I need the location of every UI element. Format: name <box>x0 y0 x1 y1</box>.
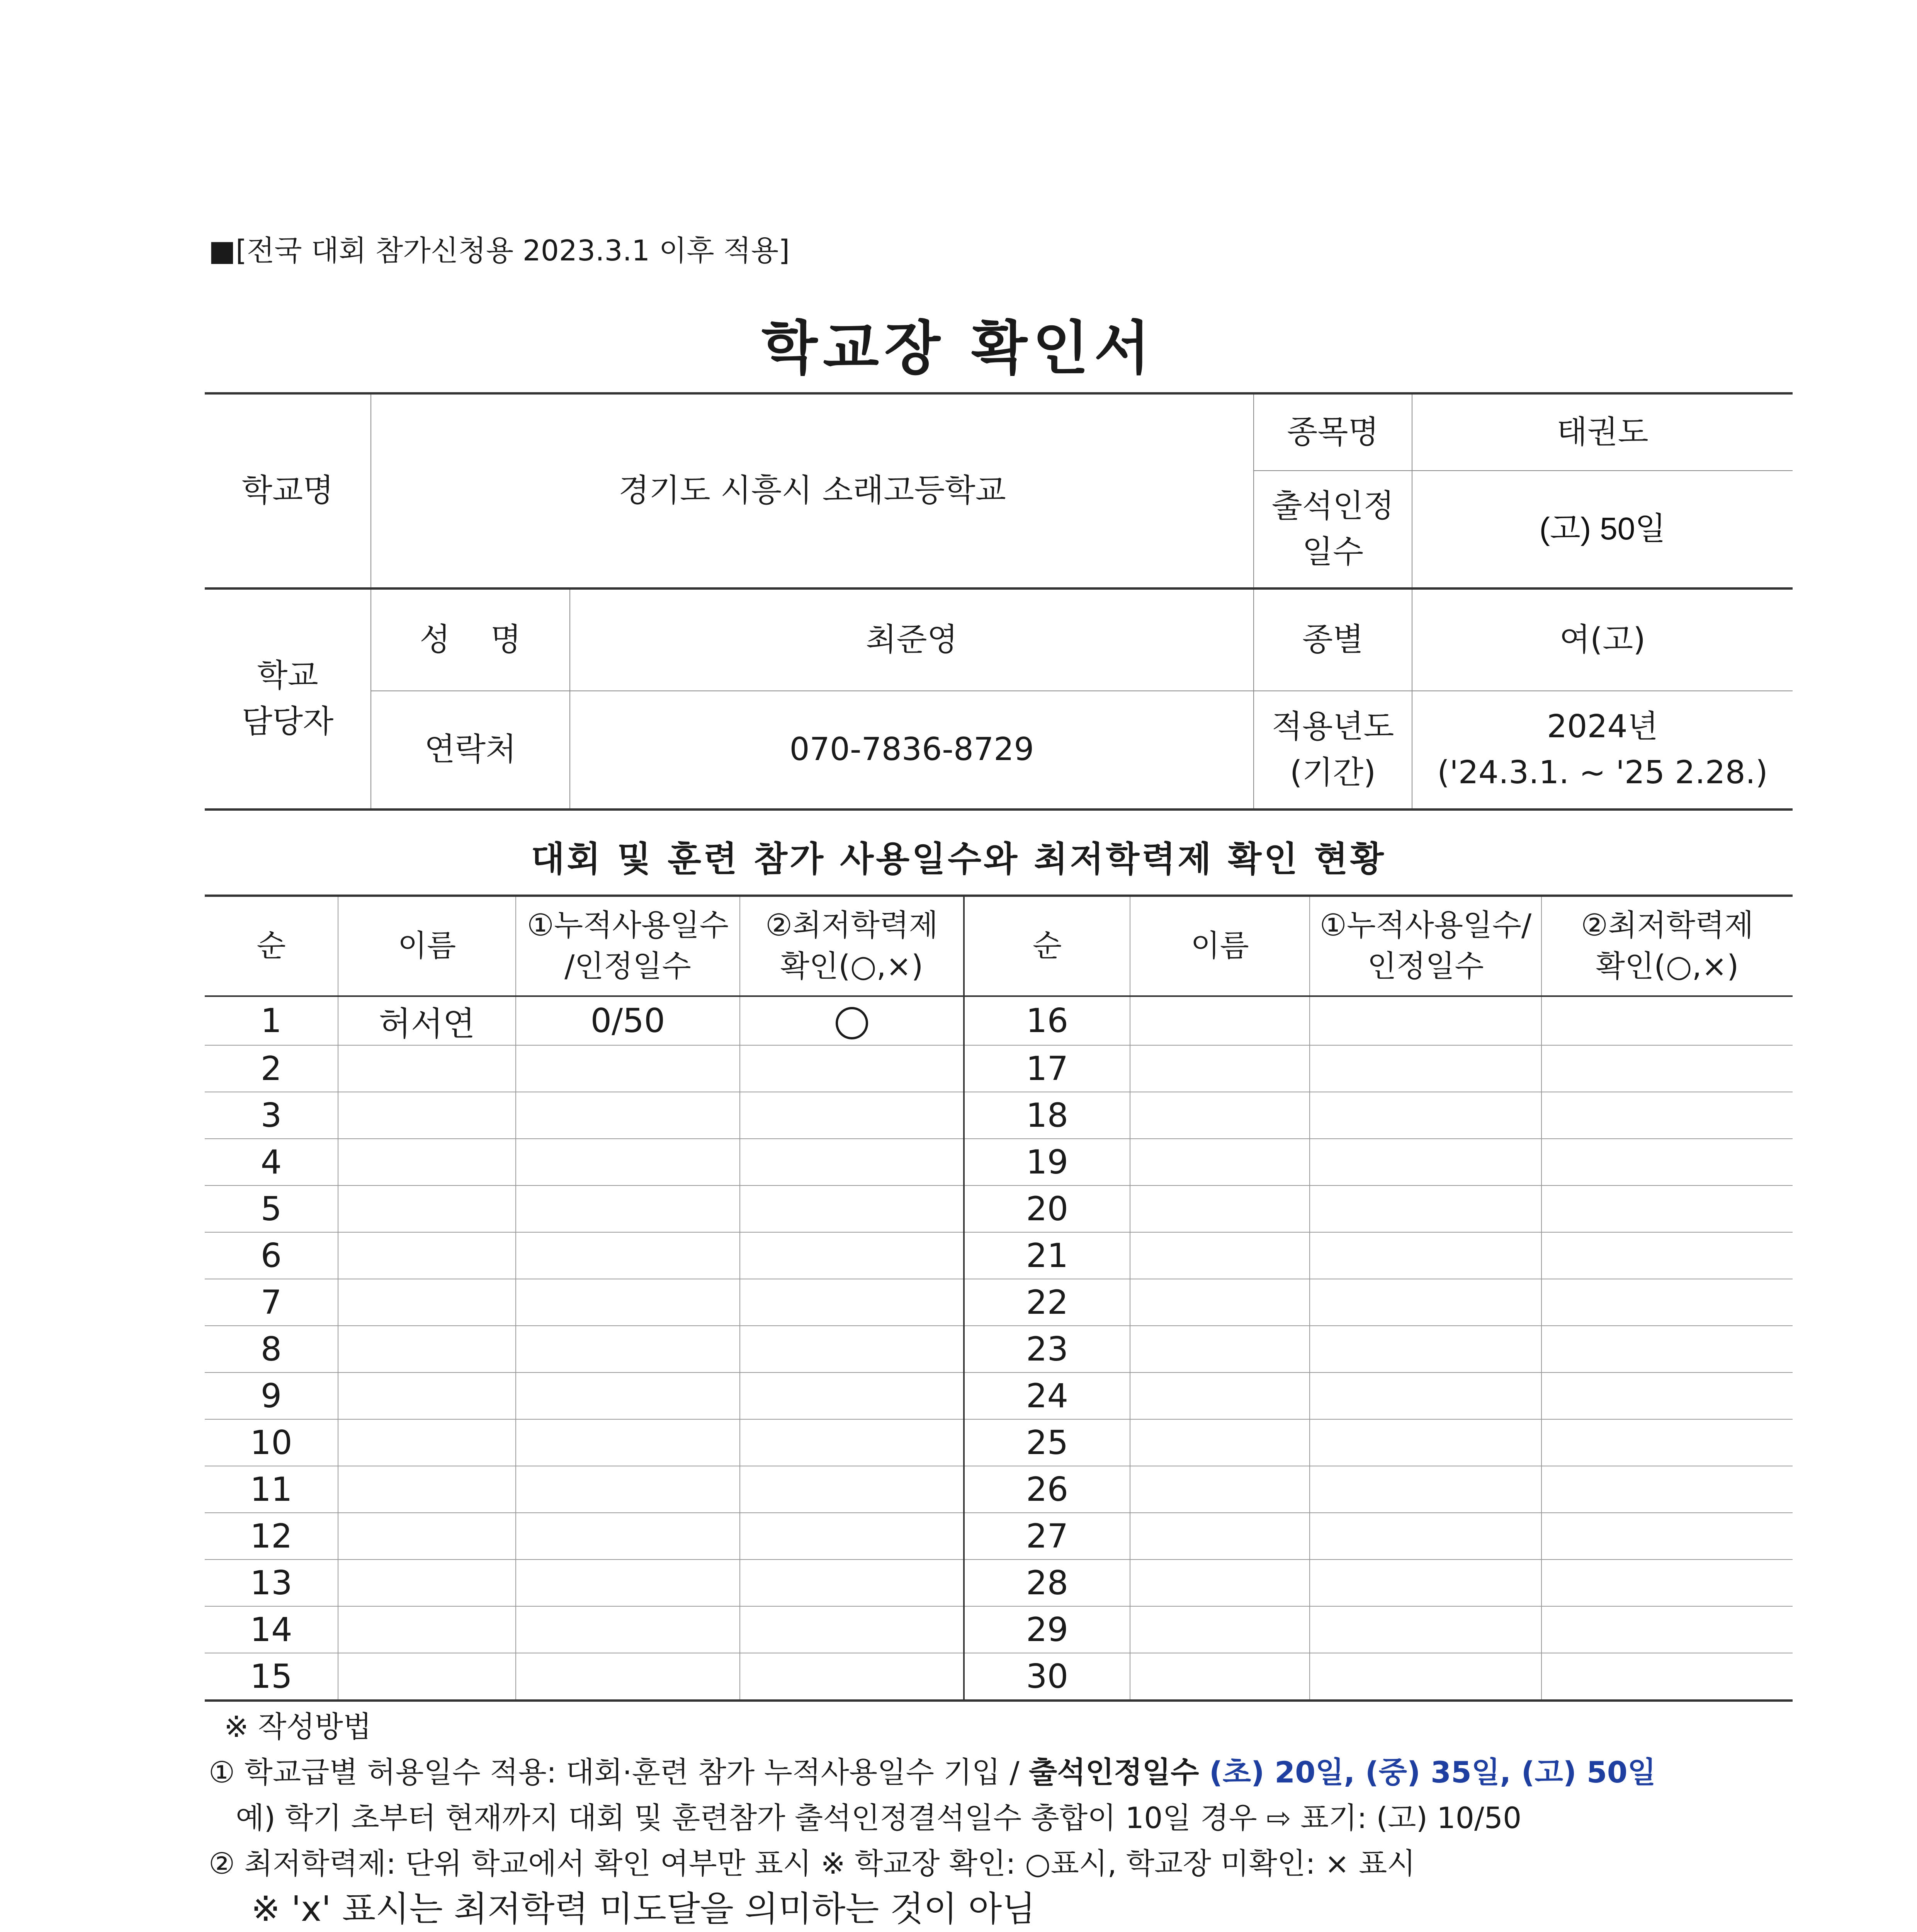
contact-value: 070-7836-8729 <box>570 691 1254 809</box>
row-days-left <box>516 1466 740 1513</box>
guide-item-1-emphasis: 출석인정일수 <box>1028 1755 1199 1789</box>
row-check-left <box>740 1232 964 1279</box>
row-days-left <box>516 1232 740 1279</box>
header-days-right <box>1310 896 1541 996</box>
row-name-right <box>1130 1419 1310 1466</box>
header-days-left-line1: ①누적사용일수 <box>527 908 729 943</box>
row-days-left <box>516 1419 740 1466</box>
row-days-right <box>1310 1045 1541 1092</box>
row-no-right: 22 <box>964 1279 1130 1326</box>
row-name-right <box>1130 996 1310 1045</box>
row-name-left <box>338 1232 516 1279</box>
row-no-left: 5 <box>205 1185 338 1232</box>
row-days-left <box>516 1092 740 1139</box>
row-name-left <box>338 1279 516 1326</box>
row-no-left: 11 <box>205 1466 338 1513</box>
gender-value: 여(고) <box>1412 588 1793 691</box>
row-days-right <box>1310 1513 1541 1560</box>
guide-item-1-limits: (초) 20일, (중) 35일, (고) 50일 <box>1199 1755 1656 1789</box>
row-days-right <box>1310 1185 1541 1232</box>
row-days-left <box>516 1372 740 1419</box>
row-no-left: 10 <box>205 1419 338 1466</box>
row-days-right <box>1310 1606 1541 1653</box>
name-label: 성 명 <box>371 588 570 691</box>
row-no-right: 23 <box>964 1326 1130 1372</box>
table-row <box>205 1139 1793 1185</box>
header-days-right-line2: 인정일수 <box>1367 949 1484 984</box>
row-check-left <box>740 1139 964 1185</box>
row-name-right <box>1130 1139 1310 1185</box>
row-check-right <box>1541 1326 1793 1372</box>
row-check-right <box>1541 1466 1793 1513</box>
row-no-left: 14 <box>205 1606 338 1653</box>
row-no-right: 27 <box>964 1513 1130 1560</box>
row-no-left: 7 <box>205 1279 338 1326</box>
attendance-value: (고) 50일 <box>1412 471 1793 588</box>
row-check-left <box>740 1419 964 1466</box>
row-no-right: 19 <box>964 1139 1130 1185</box>
sport-label: 종목명 <box>1254 393 1412 471</box>
row-check-right <box>1541 1139 1793 1185</box>
row-name-left <box>338 1045 516 1092</box>
name-value: 최준영 <box>570 588 1254 691</box>
row-no-left: 9 <box>205 1372 338 1419</box>
row-days-right <box>1310 1232 1541 1279</box>
participant-rows <box>205 996 1793 1701</box>
row-check-left <box>740 1560 964 1606</box>
row-name-left <box>338 1185 516 1232</box>
row-name-right <box>1130 1653 1310 1701</box>
header-check-right-line2: 확인(○,×) <box>1596 949 1739 984</box>
row-check-left <box>740 1279 964 1326</box>
row-days-right <box>1310 1653 1541 1701</box>
row-check-right <box>1541 1560 1793 1606</box>
row-check-right <box>1541 996 1793 1045</box>
status-title: 대회 및 훈련 참가 사용일수와 최저학력제 확인 현황 <box>531 839 1386 879</box>
row-check-left <box>740 1372 964 1419</box>
row-name-right <box>1130 1326 1310 1372</box>
header-check-right <box>1541 896 1793 996</box>
row-name-right <box>1130 1232 1310 1279</box>
table-row <box>205 1653 1793 1701</box>
row-days-right <box>1310 1419 1541 1466</box>
header-days-left-line2: /인정일수 <box>564 949 691 984</box>
year-value-line2: ('24.3.1. ~ '25 2.28.) <box>1437 754 1768 791</box>
row-no-right: 16 <box>964 996 1130 1045</box>
row-name-left <box>338 1466 516 1513</box>
attendance-label <box>1254 471 1412 588</box>
year-label-line1: 적용년도 <box>1271 708 1394 745</box>
row-no-right: 20 <box>964 1185 1130 1232</box>
row-days-right <box>1310 1092 1541 1139</box>
header-check-right-line1: ②최저학력제 <box>1581 908 1754 943</box>
attendance-label-line2: 일수 <box>1302 533 1364 570</box>
row-check-right <box>1541 1513 1793 1560</box>
school-label: 학교명 <box>205 393 371 588</box>
header-check-left-line1: ②최저학력제 <box>765 908 938 943</box>
row-days-left <box>516 1560 740 1606</box>
manager-label <box>205 588 371 809</box>
row-no-right: 28 <box>964 1560 1130 1606</box>
guide-item-1-example: 예) 학기 초부터 현재까지 대회 및 훈련참가 출석인정결석일수 총합이 10일 경우 ⇨ 표기: (고) 10/50 <box>236 1801 1522 1835</box>
row-days-left <box>516 1653 740 1701</box>
row-check-right <box>1541 1185 1793 1232</box>
guide-heading: ※ 작성방법 <box>224 1709 372 1744</box>
year-value-line1: 2024년 <box>1547 708 1658 745</box>
row-no-right: 21 <box>964 1232 1130 1279</box>
guide-item-1 <box>209 1750 1812 1795</box>
row-name-left <box>338 1139 516 1185</box>
row-check-right <box>1541 1232 1793 1279</box>
row-days-right <box>1310 1372 1541 1419</box>
row-check-right <box>1541 1092 1793 1139</box>
row-days-left <box>516 1185 740 1232</box>
row-no-right: 24 <box>964 1372 1130 1419</box>
row-no-left: 4 <box>205 1139 338 1185</box>
row-no-left: 3 <box>205 1092 338 1139</box>
info-table <box>205 392 1793 809</box>
row-name-right <box>1130 1092 1310 1139</box>
row-no-left: 13 <box>205 1560 338 1606</box>
row-name-left <box>338 1092 516 1139</box>
row-name-right <box>1130 1560 1310 1606</box>
table-row <box>205 1326 1793 1372</box>
header-check-left-line2: 확인(○,×) <box>780 949 923 984</box>
row-check-left <box>740 1185 964 1232</box>
row-no-left: 8 <box>205 1326 338 1372</box>
row-check-left <box>740 1092 964 1139</box>
row-name-right <box>1130 1279 1310 1326</box>
participant-table <box>205 895 1793 1702</box>
header-name-right: 이름 <box>1130 896 1310 996</box>
manager-label-line1: 학교 <box>257 657 318 694</box>
table-row <box>205 1419 1793 1466</box>
row-check-right <box>1541 1372 1793 1419</box>
row-days-left: 0/50 <box>516 996 740 1045</box>
info-table-bottom-rule <box>205 808 1793 811</box>
table-row <box>205 996 1793 1045</box>
row-no-left: 2 <box>205 1045 338 1092</box>
row-check-left <box>740 1326 964 1372</box>
row-name-left: 허서연 <box>338 996 516 1045</box>
row-days-right <box>1310 1279 1541 1326</box>
row-name-left <box>338 1326 516 1372</box>
year-label-line2: (기간) <box>1290 754 1376 791</box>
row-days-left <box>516 1139 740 1185</box>
table-row <box>205 1466 1793 1513</box>
row-no-right: 30 <box>964 1653 1130 1701</box>
row-name-right <box>1130 1606 1310 1653</box>
row-name-left <box>338 1560 516 1606</box>
year-value <box>1412 691 1793 809</box>
row-check-left <box>740 1606 964 1653</box>
table-row <box>205 1092 1793 1139</box>
form-notice: ■[전국 대회 참가신청용 2023.3.1 이후 적용] <box>209 234 790 267</box>
header-no-right: 순 <box>964 896 1130 996</box>
row-check-right <box>1541 1419 1793 1466</box>
row-check-right <box>1541 1653 1793 1701</box>
row-name-left <box>338 1606 516 1653</box>
row-name-left <box>338 1372 516 1419</box>
row-no-left: 1 <box>205 996 338 1045</box>
row-no-right: 26 <box>964 1466 1130 1513</box>
row-check-left <box>740 1466 964 1513</box>
row-name-left <box>338 1513 516 1560</box>
row-name-right <box>1130 1466 1310 1513</box>
row-check-left <box>740 1653 964 1701</box>
row-days-left <box>516 1606 740 1653</box>
gender-label: 종별 <box>1254 588 1412 691</box>
row-days-left <box>516 1045 740 1092</box>
row-check-right <box>1541 1045 1793 1092</box>
row-name-left <box>338 1419 516 1466</box>
guide-note-1: ※ 'x' 표시는 최저학력 미도달을 의미하는 것이 아님 <box>251 1889 1036 1929</box>
row-name-right <box>1130 1513 1310 1560</box>
row-name-right <box>1130 1372 1310 1419</box>
document-title: 학교장 확인서 <box>761 315 1156 382</box>
row-no-left: 15 <box>205 1653 338 1701</box>
table-row <box>205 1185 1793 1232</box>
table-row <box>205 1232 1793 1279</box>
row-no-right: 17 <box>964 1045 1130 1092</box>
row-days-right <box>1310 1326 1541 1372</box>
row-no-right: 25 <box>964 1419 1130 1466</box>
row-days-right <box>1310 1466 1541 1513</box>
manager-label-line2: 담당자 <box>241 703 334 740</box>
header-name-left: 이름 <box>338 896 516 996</box>
row-name-right <box>1130 1185 1310 1232</box>
row-check-left <box>740 1513 964 1560</box>
attendance-label-line1: 출석인정 <box>1271 487 1394 524</box>
row-days-left <box>516 1279 740 1326</box>
header-days-right-line1: ①누적사용일수/ <box>1319 908 1532 943</box>
row-no-left: 6 <box>205 1232 338 1279</box>
header-days-left <box>516 896 740 996</box>
writing-guide <box>209 1704 1812 1932</box>
row-check-left <box>740 1045 964 1092</box>
year-label <box>1254 691 1412 809</box>
row-days-left <box>516 1326 740 1372</box>
row-days-right <box>1310 1560 1541 1606</box>
table-row <box>205 1513 1793 1560</box>
row-check-left <box>740 996 964 1045</box>
table-row <box>205 1372 1793 1419</box>
row-no-right: 29 <box>964 1606 1130 1653</box>
guide-item-2: ② 최저학력제: 단위 학교에서 확인 여부만 표시 ※ 학교장 확인: ○표시, 학교장 미확인: × 표시 <box>209 1846 1416 1881</box>
row-days-left <box>516 1513 740 1560</box>
row-name-left <box>338 1653 516 1701</box>
row-check-right <box>1541 1279 1793 1326</box>
contact-label: 연락처 <box>371 691 570 809</box>
row-no-right: 18 <box>964 1092 1130 1139</box>
row-no-left: 12 <box>205 1513 338 1560</box>
table-row <box>205 1560 1793 1606</box>
row-check-right <box>1541 1606 1793 1653</box>
row-days-right <box>1310 996 1541 1045</box>
row-name-right <box>1130 1045 1310 1092</box>
guide-item-1-text: ① 학교급별 허용일수 적용: 대회·훈련 참가 누적사용일수 기입 / <box>209 1755 1029 1789</box>
circle-mark-icon <box>836 1007 868 1039</box>
table-row <box>205 1606 1793 1653</box>
school-value: 경기도 시흥시 소래고등학교 <box>371 393 1254 588</box>
table-row <box>205 1045 1793 1092</box>
header-no-left: 순 <box>205 896 338 996</box>
header-check-left <box>740 896 964 996</box>
sport-value: 태권도 <box>1412 393 1793 471</box>
row-days-right <box>1310 1139 1541 1185</box>
table-row <box>205 1279 1793 1326</box>
